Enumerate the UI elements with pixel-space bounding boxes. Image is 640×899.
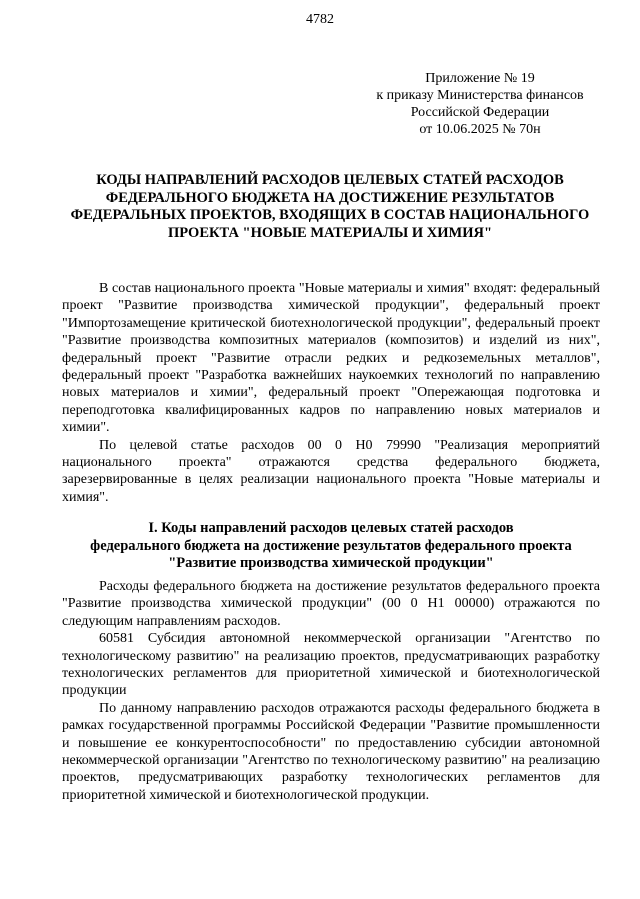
section-1-body (62, 578, 600, 804)
section-1-title (62, 520, 600, 573)
page-number: 4782 (306, 12, 334, 27)
section-1-paragraph-2: 60581 Субсидия автономной некоммерческой организации "Агентство по технологическому развитию" на реализацию проектов, предусматривающих разработку технологических регламентов для приоритетной химической и биотехнологической продукции (62, 631, 600, 699)
section-1-title-line-3: "Развитие производства химической продукции" (168, 555, 494, 571)
appendix-header (360, 70, 600, 138)
intro-block (62, 280, 600, 506)
section-1-title-line-1: I. Коды направлений расходов целевых статей расходов (148, 520, 514, 536)
document-title: КОДЫ НАПРАВЛЕНИЙ РАСХОДОВ ЦЕЛЕВЫХ СТАТЕЙ РАСХОДОВ ФЕДЕРАЛЬНОГО БЮДЖЕТА НА ДОСТИЖЕНИЕ РЕЗУЛЬТАТОВ ФЕДЕРАЛЬНЫХ ПРОЕКТОВ, ВХОДЯЩИХ В СОСТАВ НАЦИОНАЛЬНОГО ПРОЕКТА "НОВЫЕ МАТЕРИАЛЫ И ХИМИЯ" (70, 172, 590, 241)
section-1-paragraph-3: По данному направлению расходов отражаются расходы федерального бюджета в рамках государственной программы Российской Федерации "Развитие промышленности и повышение ее конкурентоспособности" по предоставлению субсидии автономной некоммерческой организации "Агентство по технологическому развитию" на реализацию проектов, предусматривающих разработку технологических регламентов для приоритетной химической и биотехнологической продукции. (62, 700, 600, 803)
appendix-ministry: Российской Федерации (410, 105, 550, 120)
section-1-title-line-2: федерального бюджета на достижение результатов федерального проекта (90, 537, 572, 554)
appendix-date: от 10.06.2025 № 70н (419, 122, 541, 137)
section-1-paragraph-1: Расходы федерального бюджета на достижение результатов федерального проекта "Развитие производства химической продукции" (00 0 Н1 00000) отражаются по следующим направлениям расходов. (62, 579, 600, 629)
intro-paragraph-1: В состав национального проекта "Новые материалы и химия" входят: федеральный проект "Развитие производства химической продукции", федеральный проект "Импортозамещение критической биотехнологической продукции", федеральный проект "Развитие производства композитных материалов (композитов) и изделий из них", федеральный проект "Развитие отрасли редких и редкоземельных металлов", федеральный проект "Разработка важнейших наукоемких технологий по направлению новых материалов и химии", федеральный проект "Опережающая подготовка и переподготовка квалифицированных кадров по направлению новых материалов и химии". (62, 281, 600, 436)
appendix-order: к приказу Министерства финансов (376, 88, 584, 103)
appendix-number: Приложение № 19 (425, 71, 535, 86)
intro-paragraph-2: По целевой статье расходов 00 0 Н0 79990 "Реализация мероприятий национального проекта" отражаются средства федерального бюджета, зарезервированные в целях реализации национального проекта "Новые материалы и химия". (62, 437, 600, 505)
